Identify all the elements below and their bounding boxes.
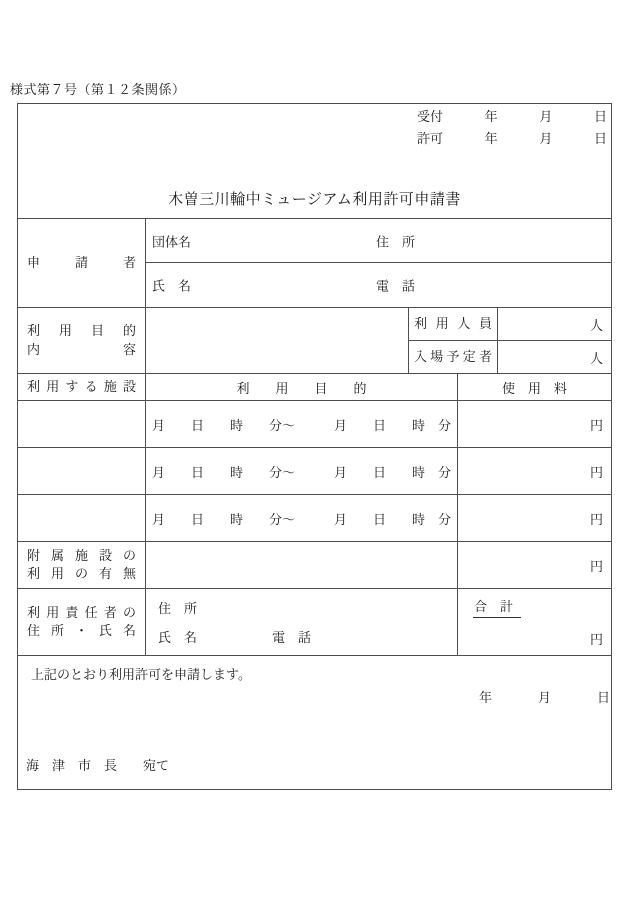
yen-unit-3: 円	[589, 511, 603, 527]
receipt-month-label: 月	[539, 108, 553, 124]
yen-unit-total: 円	[589, 632, 603, 647]
responsible-label-line1: 利 用 責 任 者 の	[27, 604, 136, 620]
purpose-content-field	[146, 308, 409, 374]
yen-unit-1: 円	[589, 417, 603, 433]
purpose-label-line2: 内 容	[27, 341, 136, 357]
attached-facility-fee-field	[458, 542, 611, 589]
facility-header-text: 利 用 す る 施 設	[27, 378, 136, 394]
responsible-name-phone-row	[158, 627, 457, 646]
users-count-field	[498, 308, 611, 341]
applicant-row-label	[18, 219, 146, 308]
addressee-text: 海 津 市 長 宛て	[26, 758, 170, 773]
responsible-name-label: 氏 名	[158, 629, 198, 645]
permit-month-label: 月	[539, 130, 553, 146]
applicant-name-phone-cell	[146, 263, 611, 308]
total-fee-cell	[458, 589, 611, 656]
fee-column-header	[458, 374, 611, 401]
declaration-text: 上記のとおり利用許可を申請します。	[31, 667, 251, 682]
attached-label-line2: 利 用 の 有 無	[27, 566, 136, 581]
users-unit-label: 人	[589, 317, 603, 333]
datetime-template-1: 月 日 時 分～ 月 日 時 分	[151, 417, 451, 433]
purpose-row-label	[18, 308, 146, 374]
application-month-label: 月	[537, 690, 551, 705]
fee-field-3	[458, 495, 611, 542]
attached-label-line1: 附 属 施 設 の	[27, 547, 136, 563]
datetime-field-3	[146, 495, 458, 542]
visitors-count-label-cell	[409, 341, 498, 374]
facility-column-header	[18, 374, 146, 401]
responsible-address-label: 住 所	[158, 601, 198, 617]
visitors-count-label: 入 場 予 定 者	[414, 348, 493, 364]
fee-field-2	[458, 448, 611, 495]
org-name-label: 団体名	[152, 234, 192, 249]
form-number: 様式第７号（第１２条関係）	[10, 82, 186, 97]
application-year-label: 年	[479, 690, 493, 705]
users-count-label: 利 用 人 員	[414, 315, 492, 331]
usage-purpose-header-text: 利 用 目 的	[236, 380, 367, 396]
responsible-person-fields	[146, 589, 458, 656]
applicant-phone-label: 電 話	[376, 278, 416, 294]
datetime-template-2: 月 日 時 分～ 月 日 時 分	[151, 464, 451, 480]
application-date-row	[479, 687, 610, 706]
application-form-table	[17, 103, 612, 790]
document-title: 木曽三川輪中ミュージアム利用許可申請書	[168, 192, 461, 208]
users-count-label-cell	[409, 308, 498, 341]
purpose-label-line1: 利 用 目 的	[27, 323, 136, 338]
permit-year-label: 年	[484, 130, 498, 146]
applicant-address-label: 住 所	[376, 234, 416, 249]
application-day-label: 日	[596, 690, 610, 705]
fee-header-text: 使 用 料	[501, 380, 567, 396]
declaration-section	[18, 656, 611, 789]
datetime-field-1	[146, 401, 458, 448]
responsible-person-row-label	[18, 589, 146, 656]
attached-facility-field	[146, 542, 458, 589]
receipt-year-label: 年	[484, 108, 498, 124]
facility-field-3	[18, 495, 146, 542]
receipt-permit-stamp-block	[417, 104, 607, 148]
permit-day-label: 日	[593, 130, 607, 146]
usage-purpose-column-header	[146, 374, 458, 401]
receipt-day-label: 日	[593, 108, 607, 124]
yen-unit-2: 円	[589, 464, 603, 480]
responsible-label-line2: 住 所 ・ 氏 名	[27, 623, 136, 638]
permit-label: 許可	[417, 130, 444, 146]
visitors-count-field	[498, 341, 611, 374]
yen-unit-attached: 円	[589, 558, 603, 574]
applicant-org-address-cell	[146, 219, 611, 263]
responsible-address-row	[158, 598, 457, 617]
applicant-label-text: 申 請 者	[27, 254, 136, 270]
facility-field-1	[18, 401, 146, 448]
datetime-field-2	[146, 448, 458, 495]
datetime-template-3: 月 日 時 分～ 月 日 時 分	[151, 511, 451, 527]
receipt-label: 受付	[417, 108, 444, 124]
attached-facility-row-label	[18, 542, 146, 589]
applicant-name-label: 氏 名	[152, 278, 192, 294]
facility-field-2	[18, 448, 146, 495]
total-label: 合 計	[473, 596, 521, 618]
fee-field-1	[458, 401, 611, 448]
responsible-phone-label: 電 話	[272, 629, 312, 645]
receipt-date-row	[417, 104, 607, 126]
visitors-unit-label: 人	[589, 350, 603, 366]
permit-date-row	[417, 126, 607, 148]
form-header-cell	[18, 104, 611, 219]
